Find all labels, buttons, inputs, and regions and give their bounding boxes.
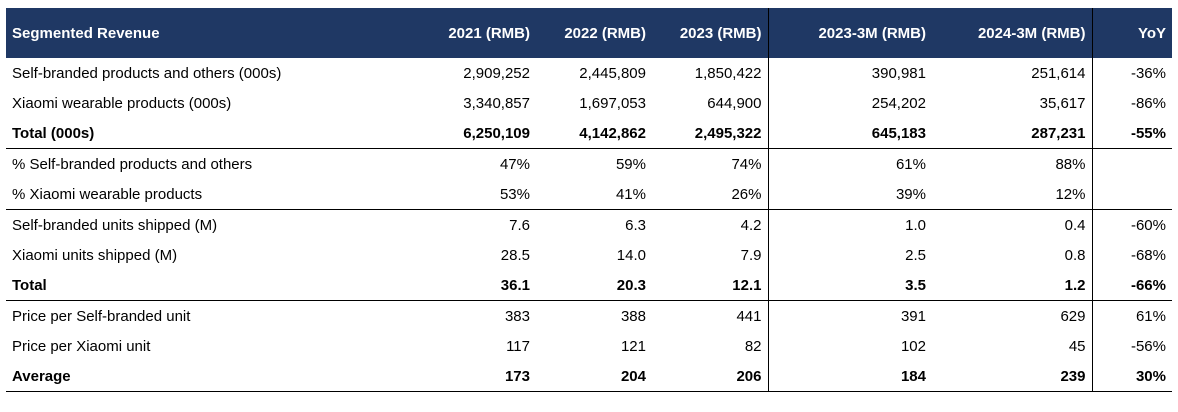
table-row xyxy=(6,210,1172,241)
cell-2021: 2,909,252 xyxy=(463,64,530,82)
row-label: Total xyxy=(6,270,406,301)
row-label: % Xiaomi wearable products xyxy=(6,179,406,210)
cell-2022: 4,142,862 xyxy=(536,118,652,149)
cell-2021: 383 xyxy=(504,307,530,325)
header-2021: 2021 (RMB) xyxy=(406,8,536,58)
cell-2023: 1,850,422 xyxy=(652,58,768,88)
cell-2023-3m: 102 xyxy=(900,337,926,355)
cell-2023: 2,495,322 xyxy=(652,118,768,149)
cell-yoy: -60% xyxy=(1130,216,1166,234)
cell-2024-3m: 251,614 xyxy=(932,58,1092,88)
table-row xyxy=(6,58,1172,88)
table-row xyxy=(6,361,1172,392)
cell-2022: 388 xyxy=(620,307,646,325)
cell-2021: 28.5 xyxy=(500,246,530,264)
cell-yoy: -55% xyxy=(1092,118,1172,149)
cell-2023-3m: 390,981 xyxy=(871,64,926,82)
cell-2023-3m: 61% xyxy=(895,155,926,173)
table-row xyxy=(6,270,1172,301)
header-label: Segmented Revenue xyxy=(6,8,406,58)
cell-2024-3m: 0.4 xyxy=(932,210,1092,241)
table-row xyxy=(6,88,1172,118)
cell-2024-3m: 88% xyxy=(932,149,1092,180)
header-2022: 2022 (RMB) xyxy=(536,8,652,58)
header-2023-3m: 2023-3M (RMB) xyxy=(768,8,932,58)
cell-2023-3m: 254,202 xyxy=(871,94,926,112)
cell-yoy: 30% xyxy=(1092,361,1172,392)
cell-2024-3m: 629 xyxy=(932,301,1092,332)
cell-2023: 441 xyxy=(652,301,768,332)
header-row xyxy=(6,8,1172,58)
row-label: Average xyxy=(6,361,406,392)
cell-2021: 117 xyxy=(506,337,530,355)
table-row xyxy=(6,331,1172,361)
row-label: Price per Self-branded unit xyxy=(12,307,191,325)
cell-2022: 1,697,053 xyxy=(579,94,646,112)
cell-2023-3m: 1.0 xyxy=(905,216,926,234)
cell-2021: 6,250,109 xyxy=(406,118,536,149)
table-row xyxy=(6,118,1172,149)
header-yoy: YoY xyxy=(1092,8,1172,58)
cell-2021: 36.1 xyxy=(406,270,536,301)
cell-2024-3m: 0.8 xyxy=(932,240,1092,270)
cell-2021: 173 xyxy=(406,361,536,392)
cell-2022: 6.3 xyxy=(625,216,646,234)
cell-2023-3m: 39% xyxy=(768,179,932,210)
cell-2023: 4.2 xyxy=(652,210,768,241)
cell-2023-3m: 3.5 xyxy=(768,270,932,301)
cell-2021: 53% xyxy=(406,179,536,210)
segmented-revenue-table xyxy=(6,8,1172,392)
cell-2022: 20.3 xyxy=(536,270,652,301)
header-2024-3m: 2024-3M (RMB) xyxy=(932,8,1092,58)
cell-2023-3m: 645,183 xyxy=(768,118,932,149)
cell-2022: 41% xyxy=(536,179,652,210)
row-label: Total (000s) xyxy=(6,118,406,149)
table-row xyxy=(6,301,1172,332)
cell-yoy xyxy=(1092,149,1172,180)
cell-yoy xyxy=(1092,179,1172,210)
table-row xyxy=(6,240,1172,270)
cell-2024-3m: 239 xyxy=(932,361,1092,392)
cell-2023: 7.9 xyxy=(652,240,768,270)
row-label: Self-branded units shipped (M) xyxy=(12,216,218,234)
table-row xyxy=(6,179,1172,210)
table-body xyxy=(6,58,1172,392)
cell-2022: 204 xyxy=(536,361,652,392)
row-label: Self-branded products and others (000s) xyxy=(12,64,282,82)
cell-yoy: -56% xyxy=(1130,337,1166,355)
row-label: Xiaomi wearable products (000s) xyxy=(12,94,232,112)
cell-yoy: -86% xyxy=(1130,94,1166,112)
cell-2023: 74% xyxy=(652,149,768,180)
cell-2023-3m: 391 xyxy=(900,307,926,325)
cell-2022: 14.0 xyxy=(616,246,646,264)
cell-2021: 7.6 xyxy=(509,216,530,234)
cell-2022: 59% xyxy=(615,155,646,173)
row-label: Price per Xiaomi unit xyxy=(12,337,151,355)
cell-2021: 3,340,857 xyxy=(463,94,530,112)
cell-yoy: -66% xyxy=(1092,270,1172,301)
cell-2024-3m: 287,231 xyxy=(932,118,1092,149)
cell-2022: 2,445,809 xyxy=(579,64,646,82)
cell-2023-3m: 2.5 xyxy=(905,246,926,264)
cell-2021: 47% xyxy=(499,155,530,173)
table-row xyxy=(6,149,1172,180)
segmented-revenue-table-container xyxy=(6,8,1172,392)
header-2023: 2023 (RMB) xyxy=(652,8,768,58)
cell-2024-3m: 35,617 xyxy=(932,88,1092,118)
cell-2023: 26% xyxy=(652,179,768,210)
cell-2023: 206 xyxy=(652,361,768,392)
cell-2022: 121 xyxy=(620,337,646,355)
cell-2024-3m: 1.2 xyxy=(932,270,1092,301)
cell-yoy: -68% xyxy=(1130,246,1166,264)
cell-2024-3m: 12% xyxy=(932,179,1092,210)
cell-2023: 644,900 xyxy=(652,88,768,118)
cell-2023-3m: 184 xyxy=(768,361,932,392)
row-label: Xiaomi units shipped (M) xyxy=(12,246,178,264)
cell-2023: 12.1 xyxy=(652,270,768,301)
row-label: % Self-branded products and others xyxy=(12,155,253,173)
cell-2023: 82 xyxy=(652,331,768,361)
cell-yoy: 61% xyxy=(1135,307,1166,325)
cell-2024-3m: 45 xyxy=(932,331,1092,361)
cell-yoy: -36% xyxy=(1130,64,1166,82)
